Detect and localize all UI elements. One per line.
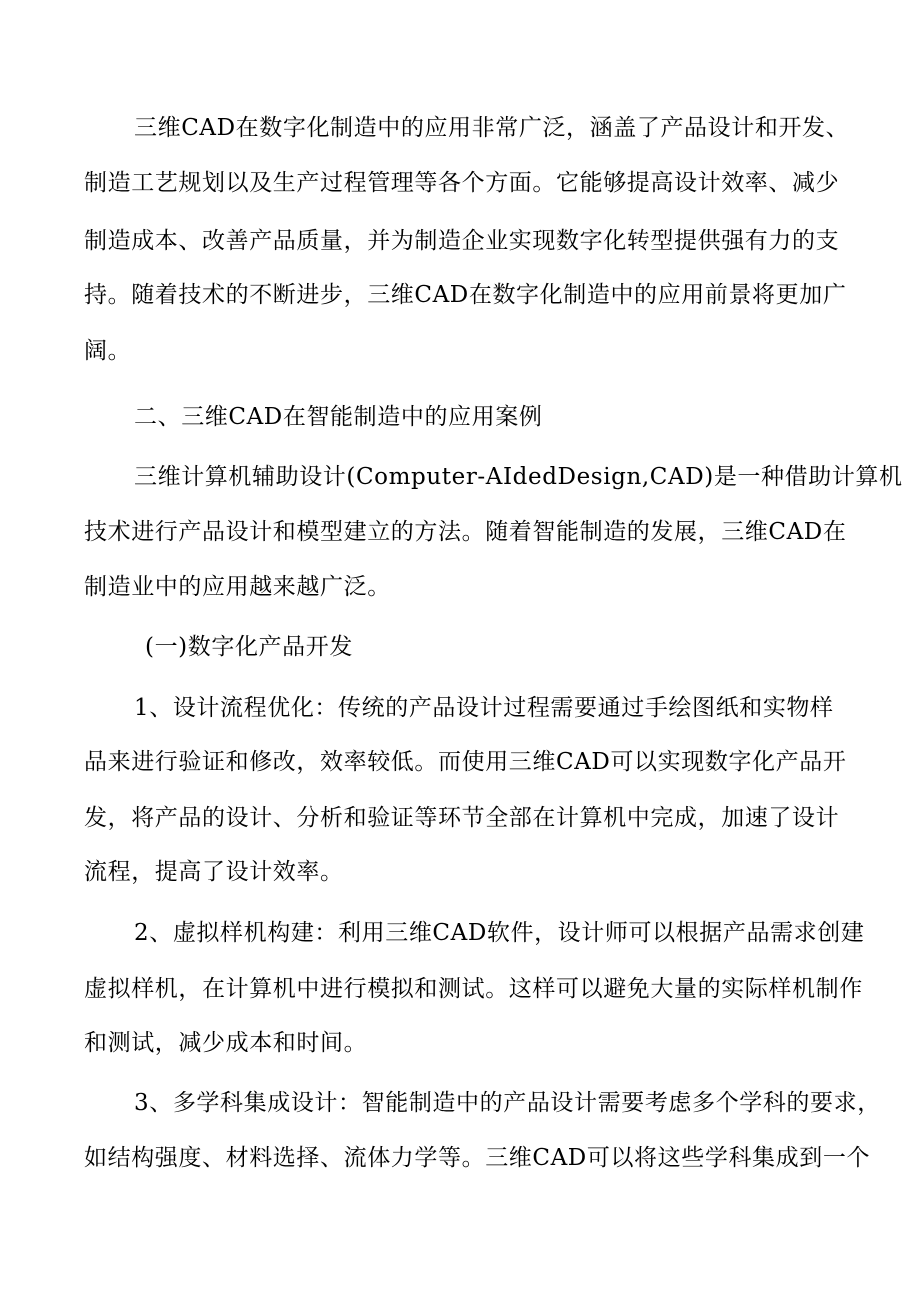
paragraph-line: 技术进行产品设计和模型建立的方法。随着智能制造的发展，三维CAD在 bbox=[84, 519, 847, 545]
list-item-line: 流程，提高了设计效率。 bbox=[84, 859, 344, 885]
list-item-line: 发，将产品的设计、分析和验证等环节全部在计算机中完成，加速了设计 bbox=[84, 805, 840, 831]
list-item-line: 1、设计流程优化：传统的产品设计过程需要通过手绘图纸和实物样 bbox=[134, 695, 834, 721]
subsection-heading: (一)数字化产品开发 bbox=[145, 634, 353, 660]
list-item-line: 品来进行验证和修改，效率较低。而使用三维CAD可以实现数字化产品开 bbox=[84, 749, 847, 775]
paragraph-line: 制造业中的应用越来越广泛。 bbox=[84, 574, 391, 600]
paragraph-line: 制造工艺规划以及生产过程管理等各个方面。它能够提高设计效率、减少 bbox=[84, 170, 840, 196]
list-item-line: 3、多学科集成设计：智能制造中的产品设计需要考虑多个学科的要求， bbox=[134, 1090, 881, 1116]
list-item-line: 虚拟样机，在计算机中进行模拟和测试。这样可以避免大量的实际样机制作 bbox=[84, 976, 863, 1002]
paragraph-line: 制造成本、改善产品质量，并为制造企业实现数字化转型提供强有力的支 bbox=[84, 228, 840, 254]
section-heading: 二、三维CAD在智能制造中的应用案例 bbox=[134, 404, 543, 430]
list-item-line: 2、虚拟样机构建：利用三维CAD软件，设计师可以根据产品需求创建 bbox=[134, 920, 865, 946]
list-item-line: 和测试，减少成本和时间。 bbox=[84, 1030, 368, 1056]
paragraph-line: 三维计算机辅助设计(Computer-AIdedDesign,CAD)是一种借助计算机 bbox=[134, 464, 903, 490]
list-item-line: 如结构强度、材料选择、流体力学等。三维CAD可以将这些学科集成到一个 bbox=[84, 1145, 871, 1171]
paragraph-line: 持。随着技术的不断进步，三维CAD在数字化制造中的应用前景将更加广 bbox=[84, 282, 847, 308]
paragraph-line: 阔。 bbox=[84, 338, 132, 364]
paragraph-line: 三维CAD在数字化制造中的应用非常广泛，涵盖了产品设计和开发、 bbox=[134, 115, 850, 141]
